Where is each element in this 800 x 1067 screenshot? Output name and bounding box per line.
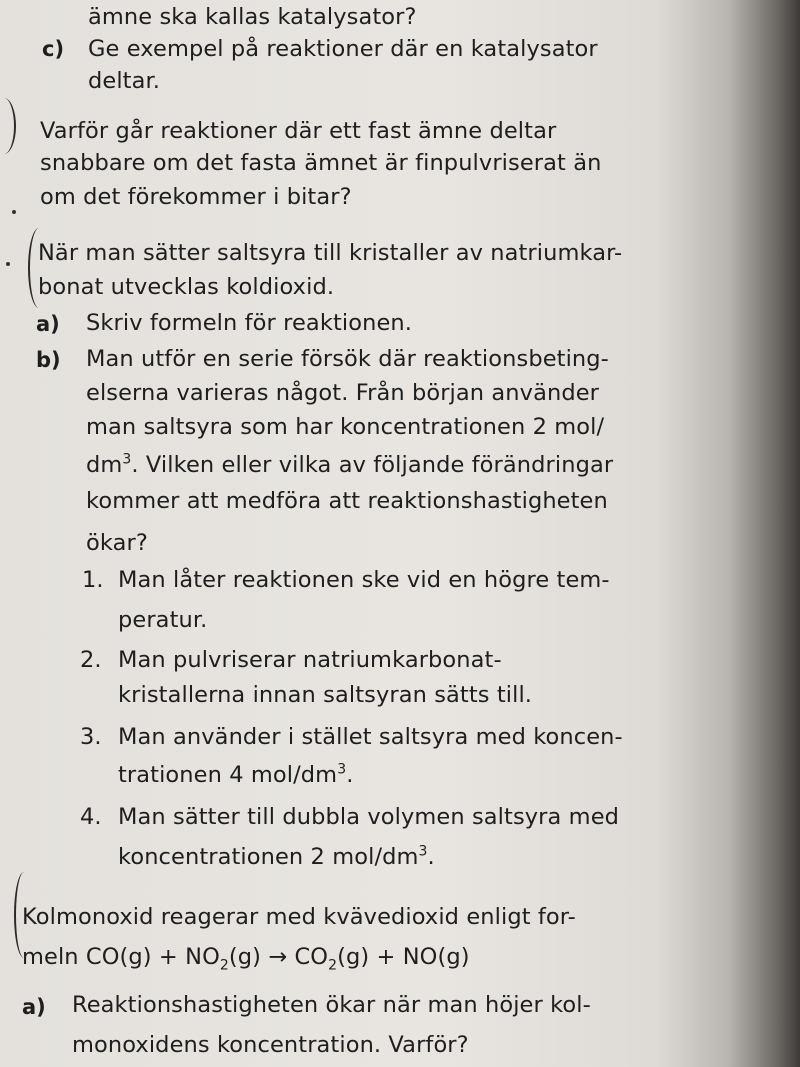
text-line: monoxidens koncentration. Varför? [72, 1032, 469, 1058]
list-item-line [118, 842, 435, 872]
pencil-dot-mark [6, 262, 10, 266]
sub-label-b: b) [36, 348, 61, 372]
sub-label-a: a) [22, 995, 46, 1019]
list-item-line: Man pulvriserar natriumkarbonat- [118, 647, 502, 673]
text-line: snabbare om det fasta ämnet är finpulvriserat än [40, 150, 602, 176]
sub-label-a: a) [36, 312, 60, 336]
text-line: om det förekommer i bitar? [40, 184, 352, 210]
pencil-bracket-mark [0, 98, 16, 154]
text-line: man saltsyra som har koncentrationen 2 mol/ [86, 414, 605, 440]
text-run: koncentrationen 2 mol/dm [118, 844, 419, 870]
text-line: Skriv formeln för reaktionen. [86, 310, 413, 336]
text-line: Ge exempel på reaktioner där en katalysator [88, 36, 598, 62]
text-line: När man sätter saltsyra till kristaller av natriumkar- [38, 240, 623, 266]
text-line: deltar. [88, 68, 161, 94]
superscript: 3 [122, 451, 132, 468]
list-item-line: peratur. [118, 607, 208, 633]
subscript: 2 [328, 957, 338, 974]
text-run: . [346, 762, 354, 788]
text-line: elserna varieras något. Från början använder [86, 380, 599, 406]
pencil-dot-mark [12, 210, 16, 214]
text-line: bonat utvecklas koldioxid. [38, 274, 335, 300]
list-item-line: Man låter reaktionen ske vid en högre tem- [118, 567, 610, 593]
list-number: 1. [82, 567, 104, 593]
list-item-line: Man sätter till dubbla volymen saltsyra med [118, 804, 620, 830]
list-number: 2. [80, 647, 102, 673]
text-run: dm [86, 452, 123, 478]
text-line: kommer att medföra att reaktionshastigheten [86, 488, 608, 514]
list-item-line: kristallerna innan saltsyran sätts till. [118, 682, 533, 708]
text-line: Kolmonoxid reagerar med kvävedioxid enligt for- [22, 904, 576, 930]
list-item-line: Man använder i stället saltsyra med koncen- [118, 724, 623, 750]
superscript: 3 [418, 843, 428, 860]
superscript: 3 [337, 761, 347, 778]
text-line: ämne ska kallas katalysator? [88, 4, 417, 30]
text-line [86, 450, 613, 480]
text-run: (g) → CO [228, 944, 329, 970]
list-number: 4. [80, 804, 102, 830]
subscript: 2 [219, 957, 229, 974]
formula-line [22, 942, 470, 972]
text-run: meln CO(g) + NO [22, 944, 220, 970]
text-line: ökar? [86, 530, 148, 556]
list-number: 3. [80, 724, 102, 750]
text-line: Varför går reaktioner där ett fast ämne deltar [40, 118, 557, 144]
text-run: . Vilken eller vilka av följande förändringar [131, 452, 614, 478]
sub-label-c: c) [42, 37, 65, 61]
text-line: Man utför en serie försök där reaktionsbeting- [86, 346, 609, 372]
list-item-line [118, 760, 353, 790]
text-run: (g) + NO(g) [337, 944, 470, 970]
text-line: Reaktionshastigheten ökar när man höjer kol- [72, 992, 591, 1018]
text-run: . [427, 844, 435, 870]
text-run: trationen 4 mol/dm [118, 762, 338, 788]
